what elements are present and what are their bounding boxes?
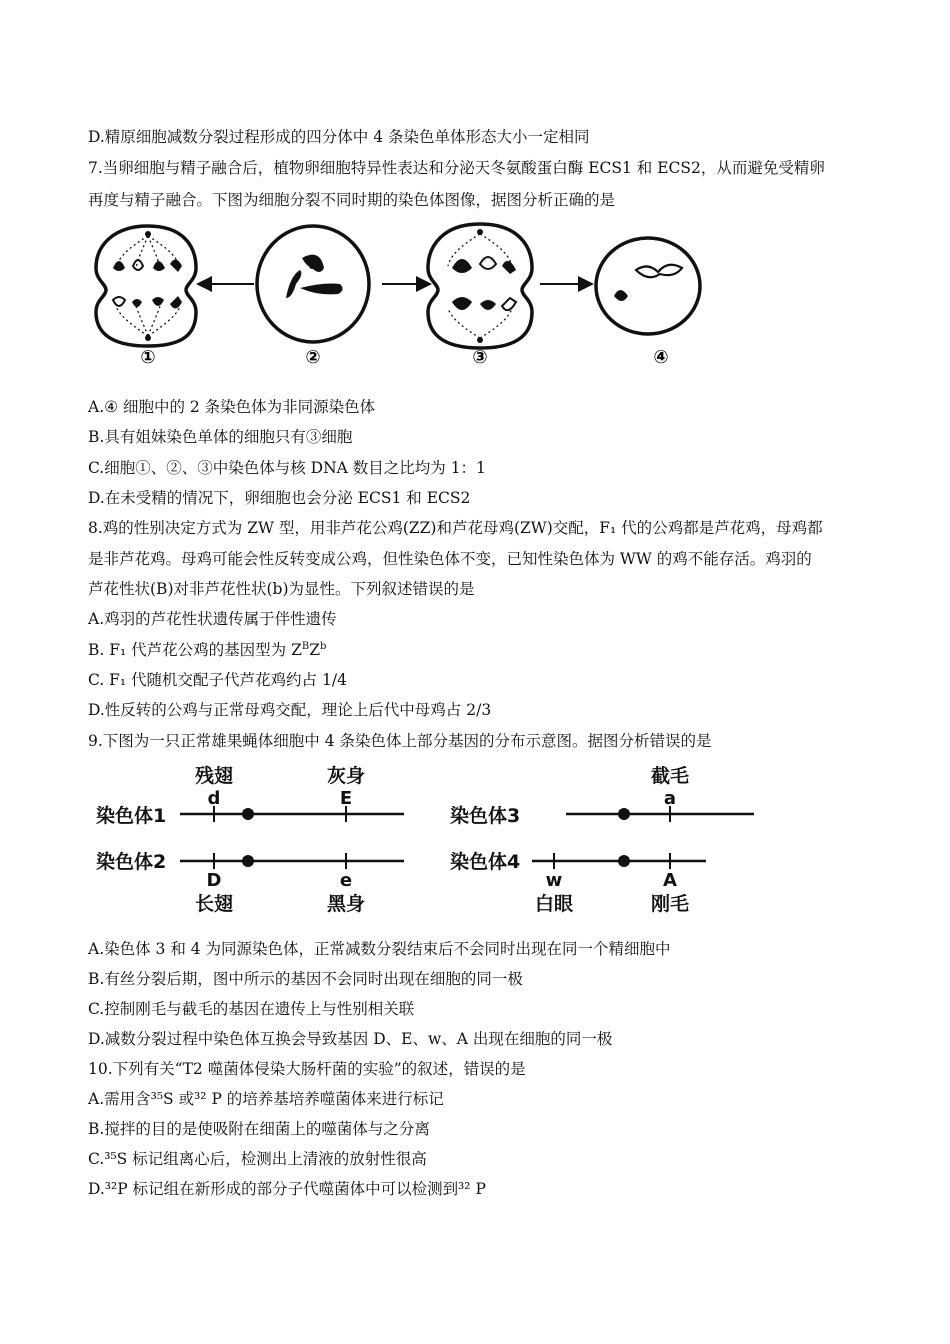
allele-D: D [206,870,222,891]
q9-option-b: B.有丝分裂后期，图中所示的基因不会同时出现在细胞的同一极 [88,970,523,988]
question-9-stem: 9.下图为一只正常雄果蝇体细胞中 4 条染色体上部分基因的分布示意图。据图分析错误的是 [88,732,712,750]
cell-3 [428,224,532,348]
cell-4 [596,238,700,334]
superscript: b [319,641,327,652]
q10-option-b: B.搅拌的目的是使吸附在细菌上的噬菌体与之分离 [88,1120,430,1138]
gene-label-long-wing: 长翅 [194,893,234,915]
q8-option-a: A.鸡羽的芦花性状遗传属于伴性遗传 [88,610,337,628]
q8-option-b-z: Z [309,641,320,659]
q9-option-a: A.染色体 3 和 4 为同源染色体，正常减数分裂结束后不会同时出现在同一个精细胞中 [88,940,671,958]
superscript: B [301,641,310,652]
gene-label-cut-bristle: 截毛 [650,765,690,787]
chromosome-3-label: 染色体3 [450,805,521,827]
allele-w: w [545,870,563,891]
q8-option-b-text: B. F₁ 代芦花公鸡的基因型为 Z [88,641,302,659]
q8-option-d: D.性反转的公鸡与正常母鸡交配，理论上后代中母鸡占 2/3 [88,701,492,719]
chromosome-1-label: 染色体1 [96,805,167,827]
gene-label-gray-body: 灰身 [326,765,366,787]
allele-d: d [207,788,221,809]
question-10-stem: 10.下列有关“T2 噬菌体侵染大肠杆菌的实验”的叙述，错误的是 [88,1060,526,1078]
chromosome-2-label: 染色体2 [96,851,167,873]
q10-option-c: C.³⁵S 标记组离心后，检测出上清液的放射性很高 [88,1150,427,1168]
text-line: D.精原细胞减数分裂过程形成的四分体中 4 条染色单体形态大小一定相同 [88,128,590,146]
question-8-stem-cont: 是非芦花鸡。母鸡可能会性反转变成公鸡，但性染色体不变，已知性染色体为 WW 的鸡不能存活。鸡羽的 [88,550,812,568]
cell-2 [257,226,369,342]
gene-label-white-eye: 白眼 [534,893,574,915]
chromosome-4-label: 染色体4 [450,851,521,873]
question-7-stem: 7.当卵细胞与精子融合后，植物卵细胞特异性表达和分泌天冬氨酸蛋白酶 ECS1 和 ECS2，从而避免受精卵 [88,159,825,177]
q7-option-c: C.细胞①、②、③中染色体与核 DNA 数目之比均为 1：1 [88,459,486,477]
q10-option-a: A.需用含³⁵S 或³² P 的培养基培养噬菌体来进行标记 [88,1090,444,1108]
question-7-stem-cont: 再度与精子融合。下图为细胞分裂不同时期的染色体图像，据图分析正确的是 [88,191,616,209]
q7-option-b: B.具有姐妹染色单体的细胞只有③细胞 [88,428,353,446]
allele-A: A [663,870,677,891]
q8-option-c: C. F₁ 代随机交配子代芦花鸡约占 1/4 [88,671,347,689]
q8-option-b [88,639,326,661]
gene-label-bristle: 刚毛 [650,893,690,915]
question-8-stem: 8.鸡的性别决定方式为 ZW 型，用非芦花公鸡(ZZ)和芦花母鸡(ZW)交配，F₁ 代的公鸡都是芦花鸡，母鸡都 [88,519,823,537]
q9-option-d: D.减数分裂过程中染色体互换会导致基因 D、E、w、A 出现在细胞的同一极 [88,1030,613,1048]
gene-label-black-body: 黑身 [326,893,366,915]
q7-option-d: D.在未受精的情况下，卵细胞也会分泌 ECS1 和 ECS2 [88,489,471,507]
cell-1 [96,226,196,346]
allele-a: a [663,788,677,809]
q9-option-c: C.控制刚毛与截毛的基因在遗传上与性别相关联 [88,1000,415,1018]
gene-label-vestigial-wing: 残翅 [194,765,234,787]
allele-E: E [339,788,353,809]
cell-label-3: ③ [472,347,488,368]
cell-division-figure [88,218,728,368]
q7-option-a: A.④ 细胞中的 2 条染色体为非同源染色体 [88,398,376,416]
allele-e: e [339,870,353,891]
cell-label-4: ④ [653,347,669,368]
chromosome-gene-map [88,758,768,920]
cell-label-2: ② [305,347,321,368]
question-8-stem-cont2: 芦花性状(B)对非芦花性状(b)为显性。下列叙述错误的是 [88,580,475,598]
cell-label-1: ① [140,347,156,368]
q10-option-d: D.³²P 标记组在新形成的部分子代噬菌体中可以检测到³² P [88,1180,486,1198]
